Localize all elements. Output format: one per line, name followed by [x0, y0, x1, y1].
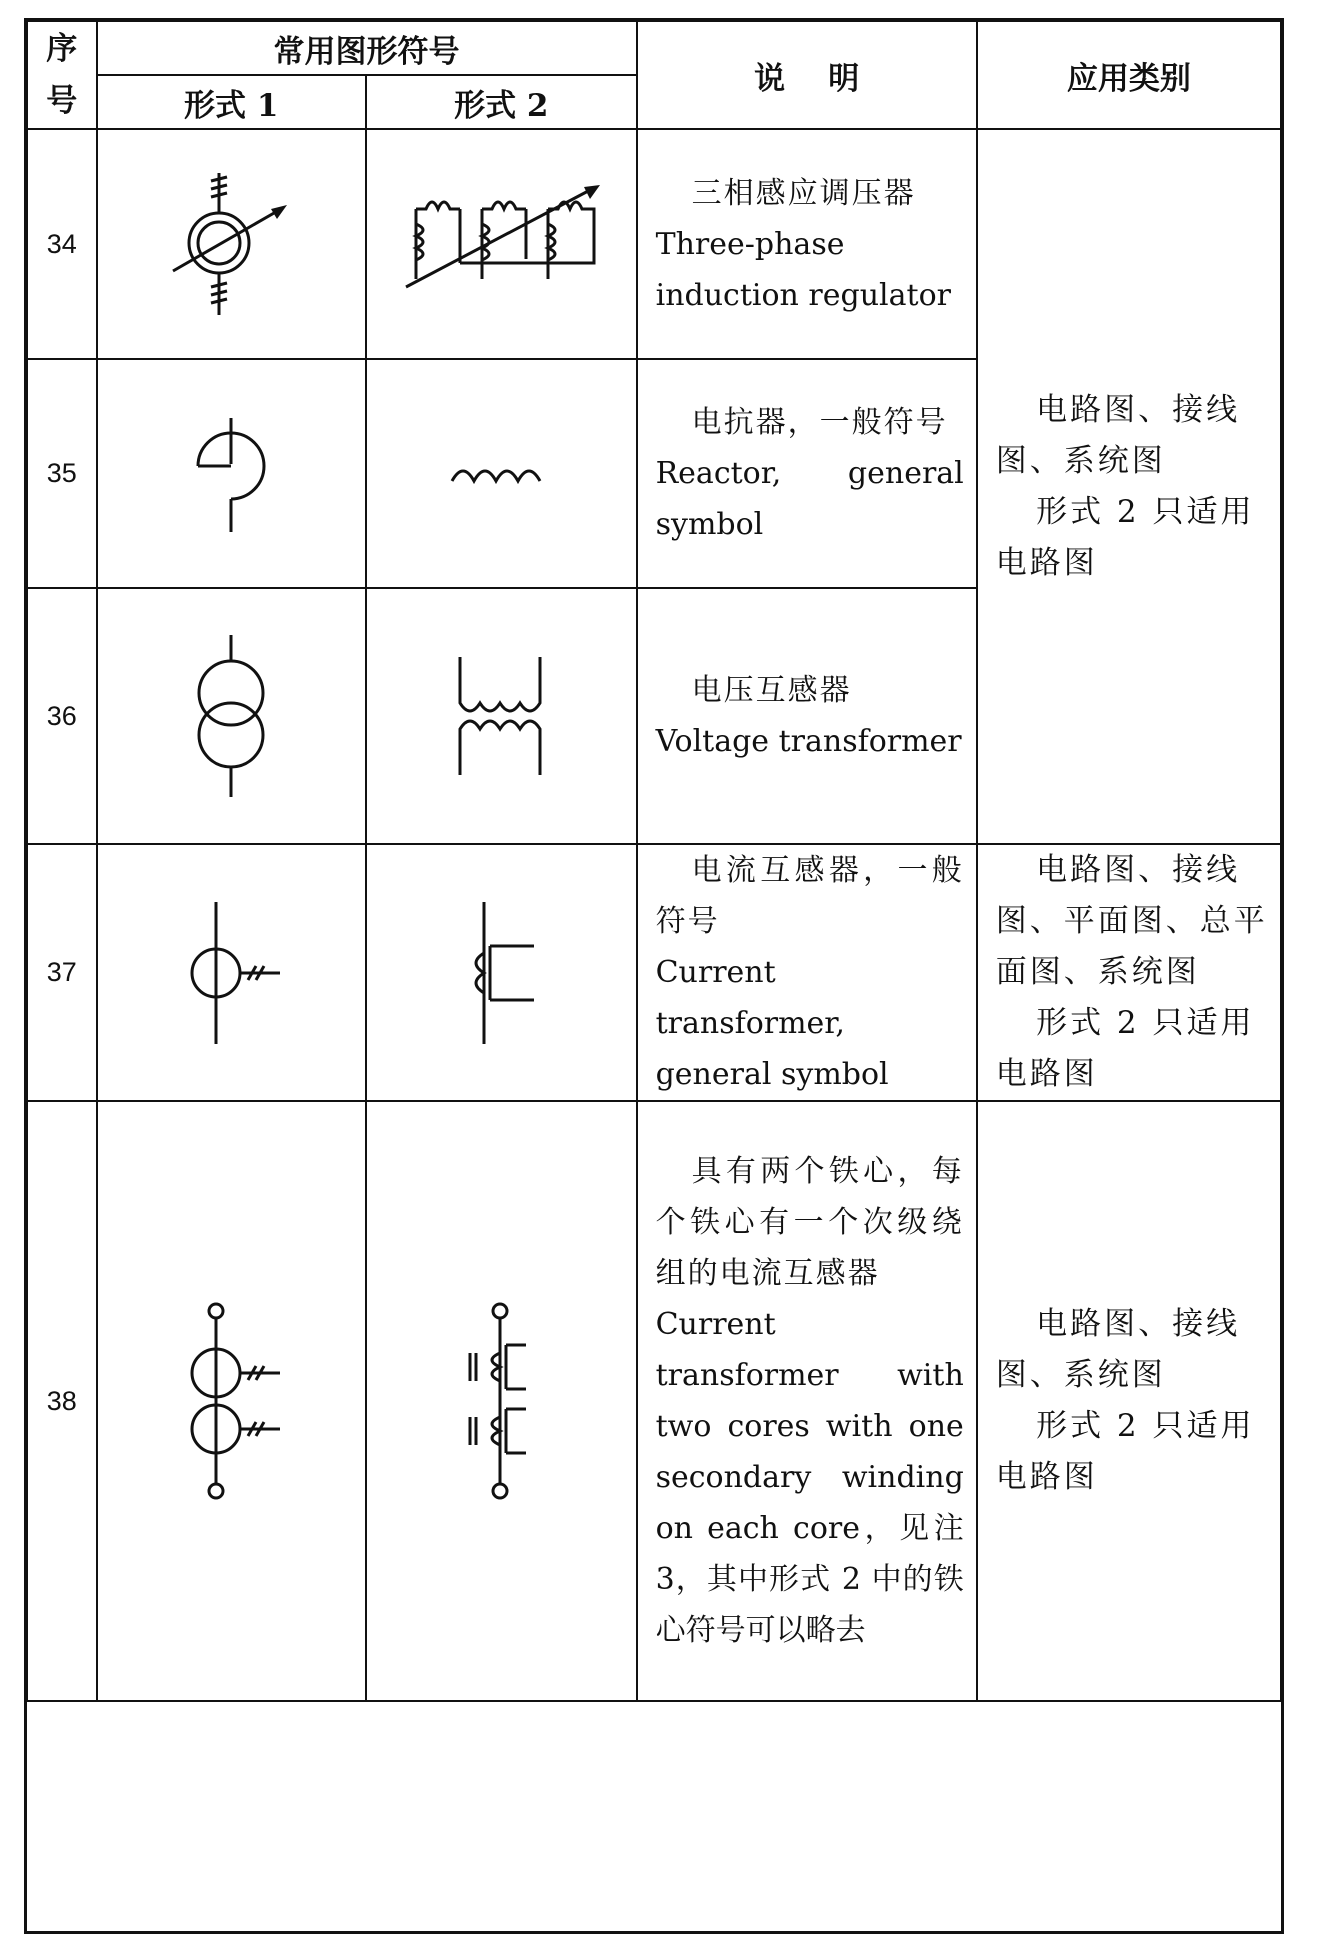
header-form2: 形式 2	[366, 75, 637, 129]
symbol-form1	[97, 588, 366, 844]
description-zh: 电压互感器	[691, 673, 852, 708]
header-category: 应用类别	[977, 21, 1281, 129]
symbol-form2	[366, 1101, 637, 1701]
three-phase-induction-regulator-multi-line-icon	[396, 179, 606, 309]
description-en: Three-phase induction regulator	[655, 226, 951, 313]
table-row	[27, 844, 1281, 1101]
description-en: Reactor, general symbol	[655, 456, 964, 542]
header-seq-label: 序号	[46, 31, 78, 119]
description-zh: 电抗器，一般符号	[691, 405, 948, 440]
description-en: Current transformer, general symbol	[655, 955, 889, 1092]
description	[637, 1101, 977, 1701]
description-en: Voltage transformer	[655, 724, 962, 759]
voltage-transformer-single-line-icon	[181, 631, 281, 801]
description-zh: 三相感应调压器	[691, 175, 916, 211]
header-symbols-group: 常用图形符号	[97, 21, 637, 75]
row-number: 38	[27, 1101, 97, 1701]
row-number: 35	[27, 359, 97, 588]
category-line2: 形式 2 只适用电路图	[995, 1408, 1255, 1495]
current-transformer-multi-line-icon	[456, 898, 546, 1048]
symbol-form1	[97, 359, 366, 588]
row-number: 36	[27, 588, 97, 844]
two-core-current-transformer-multi-line-icon	[456, 1301, 546, 1501]
description-en: Current transformer with two cores with one secondary winding on each core	[655, 1307, 964, 1546]
symbol-form2	[366, 129, 637, 359]
symbol-form2	[366, 588, 637, 844]
reactor-multi-line-icon	[446, 459, 556, 489]
reactor-single-line-icon	[186, 414, 276, 534]
description-zh: 具有两个铁心，每个铁心有一个次级绕组的电流互感器	[655, 1154, 964, 1291]
current-transformer-single-line-icon	[176, 898, 286, 1048]
description	[637, 844, 977, 1101]
category	[977, 844, 1281, 1101]
description	[637, 588, 977, 844]
table-row	[27, 1101, 1281, 1701]
row-number: 37	[27, 844, 97, 1101]
category-line2: 形式 2 只适用电路图	[995, 1005, 1255, 1092]
category	[977, 129, 1281, 844]
category-line1: 电路图、接线图、系统图	[995, 391, 1241, 479]
table-row	[27, 129, 1281, 359]
description-note: ，见注 3，其中形式 2 中的铁心符号可以略去	[655, 1511, 964, 1648]
description	[637, 359, 977, 588]
symbol-form2	[366, 359, 637, 588]
symbol-form1	[97, 844, 366, 1101]
symbol-table	[26, 20, 1282, 1702]
category-line1: 电路图、接线图、平面图、总平面图、系统图	[995, 852, 1268, 990]
three-phase-induction-regulator-single-line-icon	[171, 169, 291, 319]
description	[637, 129, 977, 359]
description-zh: 电流互感器，一般符号	[655, 853, 964, 939]
category-line1: 电路图、接线图、系统图	[995, 1306, 1241, 1393]
category-line2: 形式 2 只适用电路图	[995, 493, 1255, 581]
row-number: 34	[27, 129, 97, 359]
symbol-form1	[97, 1101, 366, 1701]
header-description: 说 明	[637, 21, 977, 129]
symbol-form2	[366, 844, 637, 1101]
category	[977, 1101, 1281, 1701]
two-core-current-transformer-single-line-icon	[176, 1301, 286, 1501]
header-form1: 形式 1	[97, 75, 366, 129]
symbol-form1	[97, 129, 366, 359]
header-seq	[27, 21, 97, 129]
voltage-transformer-multi-line-icon	[446, 651, 556, 781]
